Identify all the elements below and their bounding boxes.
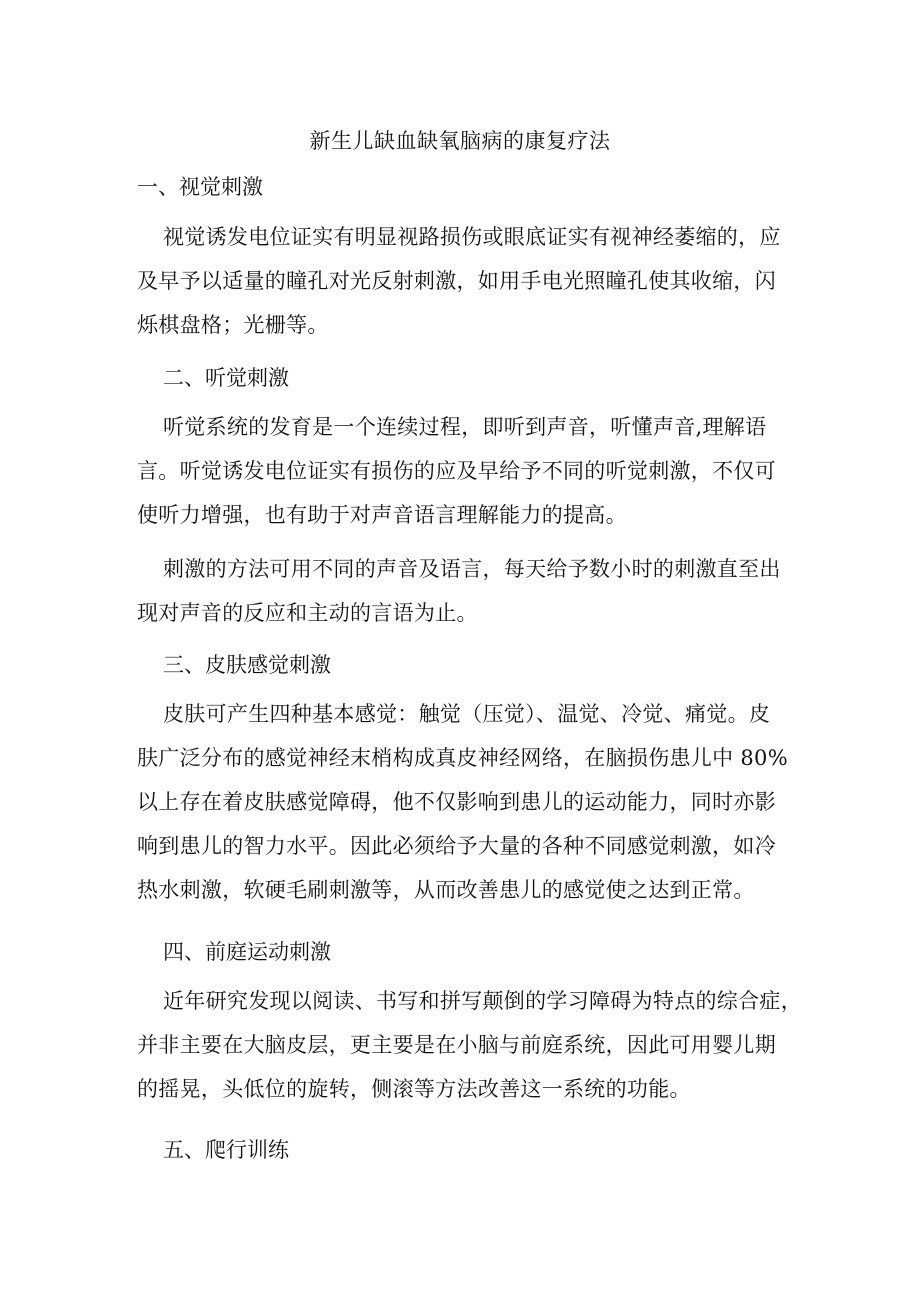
paragraph-line: 的摇晃，头低位的旋转，侧滚等方法改善这一系统的功能。 — [137, 1077, 691, 1101]
paragraph-line: 热水刺激，软硬毛刷刺激等，从而改善患儿的感觉使之达到正常。 — [137, 878, 755, 902]
section-heading-vestibular: 四、前庭运动刺激 — [163, 940, 331, 964]
paragraph-visual-stimulation — [137, 215, 787, 347]
paragraph-line: 视觉诱发电位证实有明显视路损伤或眼底证实有视神经萎缩的，应 — [163, 225, 781, 249]
paragraph-line: 响到患儿的智力水平。因此必须给予大量的各种不同感觉刺激，如冷 — [137, 834, 776, 858]
paragraph-auditory-method — [137, 547, 787, 635]
paragraph-line: 并非主要在大脑皮层，更主要是在小脑与前庭系统，因此可用婴儿期 — [137, 1033, 776, 1057]
paragraph-line: 以上存在着皮肤感觉障碍，他不仅影响到患儿的运动能力，同时亦影 — [137, 790, 776, 814]
paragraph-line: 皮肤可产生四种基本感觉：触觉（压觉）、温觉、冷觉、痛觉。皮 — [163, 702, 771, 726]
paragraph-line: 及早予以适量的瞳孔对光反射刺激，如用手电光照瞳孔使其收缩，闪 — [137, 269, 776, 293]
section-heading-skin: 三、皮肤感觉刺激 — [163, 653, 331, 677]
paragraph-line: 言。听觉诱发电位证实有损伤的应及早给予不同的听觉刺激，不仅可 — [137, 459, 776, 483]
section-heading-crawling: 五、爬行训练 — [163, 1138, 289, 1162]
paragraph-line: 肤广泛分布的感觉神经末梢构成真皮神经网络，在脑损伤患儿中 80% — [137, 746, 788, 770]
paragraph-line: 听觉系统的发育是一个连续过程，即听到声音，听懂声音,理解语 — [163, 415, 767, 439]
paragraph-skin-stimulation — [137, 692, 787, 912]
paragraph-vestibular-stimulation — [137, 979, 802, 1111]
paragraph-line: 刺激的方法可用不同的声音及语言，每天给予数小时的刺激直至出 — [163, 557, 781, 581]
paragraph-line: 近年研究发现以阅读、书写和拼写颠倒的学习障碍为特点的综合症， — [163, 989, 802, 1013]
paragraph-auditory-development — [137, 405, 787, 537]
section-heading-visual: 一、视觉刺激 — [137, 175, 263, 199]
paragraph-line: 使听力增强，也有助于对声音语言理解能力的提高。 — [137, 503, 627, 527]
section-heading-auditory: 二、听觉刺激 — [163, 366, 289, 390]
document-title: 新生儿缺血缺氧脑病的康复疗法 — [309, 129, 611, 153]
paragraph-line: 现对声音的反应和主动的言语为止。 — [137, 601, 478, 625]
paragraph-line: 烁棋盘格；光栅等。 — [137, 313, 329, 337]
